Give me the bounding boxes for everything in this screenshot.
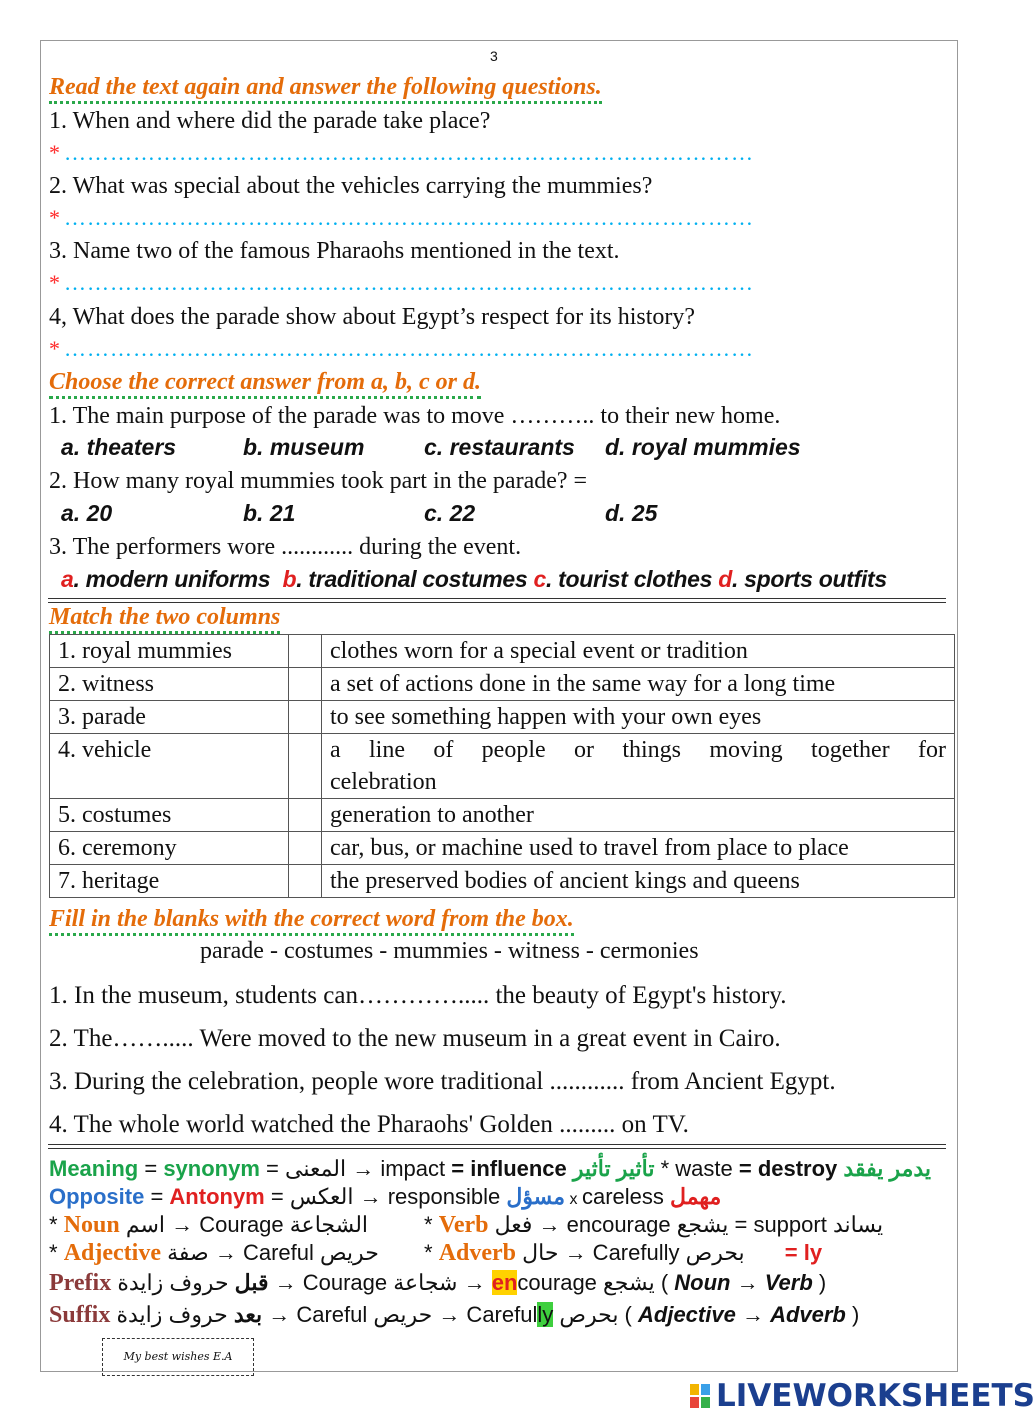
- fill-sentence-2[interactable]: 2. The……..... Were moved to the new museum in a great event in Cairo.: [49, 1025, 781, 1052]
- notes-opposite-line: Opposite = Antonym = العكس → responsible مسؤل x careless مهمل: [49, 1184, 722, 1209]
- table-row: [50, 668, 955, 701]
- table-row: [50, 734, 955, 799]
- mcq-question-2: 2. How many royal mummies took part in the parade? =: [49, 468, 588, 494]
- section2-heading: Choose the correct answer from a, b, c or d.: [49, 369, 481, 399]
- mcq1-option-d[interactable]: d. royal mummies: [605, 434, 801, 460]
- match-right: car, bus, or machine used to travel from place to place: [322, 832, 955, 865]
- fill-sentence-3[interactable]: 3. During the celebration, people wore traditional ............ from Ancient Egypt.: [49, 1068, 836, 1095]
- word-box: parade - costumes - mummies - witness - cermonies: [200, 938, 699, 964]
- answer-line-4[interactable]: * ………………………………………………………………………………: [49, 336, 754, 361]
- divider: [48, 1144, 946, 1149]
- liveworksheets-logo[interactable]: LIVEWORKSHEETS: [690, 1378, 1035, 1414]
- question-3: 3. Name two of the famous Pharaohs mentioned in the text.: [49, 238, 620, 264]
- match-answer-box[interactable]: [289, 734, 322, 799]
- section3-heading: Match the two columns: [49, 604, 280, 634]
- match-left: 4. vehicle: [50, 734, 289, 799]
- match-answer-box[interactable]: [289, 799, 322, 832]
- answer-line-1[interactable]: * ………………………………………………………………………………: [49, 140, 754, 165]
- question-4: 4, What does the parade show about Egypt’s respect for its history?: [49, 304, 696, 330]
- answer-line-2[interactable]: * ………………………………………………………………………………: [49, 205, 754, 230]
- match-left: 3. parade: [50, 701, 289, 734]
- liveworksheets-icon: [690, 1384, 712, 1410]
- match-left: 2. witness: [50, 668, 289, 701]
- mcq3-option-a[interactable]: a. modern uniforms: [61, 566, 271, 592]
- mcq1-option-b[interactable]: b. museum: [243, 434, 365, 460]
- match-left: 5. costumes: [50, 799, 289, 832]
- page-number: 3: [490, 48, 498, 64]
- notes-suffix-line: Suffix بعد حروف زايدة → Careful حريص → Carefully بحرص ( Adjective → Adverb ): [49, 1302, 860, 1328]
- notes-adjective-line: * Adjective صفة → Careful حريص: [49, 1240, 379, 1266]
- match-right: clothes worn for a special event or tradition: [322, 635, 955, 668]
- match-answer-box[interactable]: [289, 668, 322, 701]
- mcq3-option-b[interactable]: b. traditional costumes: [282, 566, 528, 592]
- mcq-question-3: 3. The performers wore ............ during the event.: [49, 534, 522, 560]
- match-right: to see something happen with your own eyes: [322, 701, 955, 734]
- match-answer-box[interactable]: [289, 865, 322, 898]
- section1-heading: Read the text again and answer the following questions.: [49, 74, 602, 104]
- match-right: a line of people or things moving together for celebration: [322, 734, 955, 799]
- fill-sentence-1[interactable]: 1. In the museum, students can…………..... the beauty of Egypt's history.: [49, 982, 787, 1009]
- match-right: a set of actions done in the same way for a long time: [322, 668, 955, 701]
- mcq3-option-c[interactable]: c. tourist clothes: [533, 566, 713, 592]
- mcq2-option-b[interactable]: b. 21: [243, 500, 296, 526]
- table-row: [50, 799, 955, 832]
- mcq2-option-c[interactable]: c. 22: [424, 500, 476, 526]
- match-right: generation to another: [322, 799, 955, 832]
- match-table: [49, 634, 955, 898]
- table-row: [50, 865, 955, 898]
- question-2: 2. What was special about the vehicles carrying the mummies?: [49, 173, 653, 199]
- notes-verb-line: * Verb فعل → encourage يشجع = support يساند: [424, 1212, 884, 1238]
- match-answer-box[interactable]: [289, 635, 322, 668]
- mcq3-options: [61, 566, 887, 593]
- notes-adverb-line: * Adverb حال → Carefully بحرص = ly: [424, 1240, 823, 1266]
- divider: [48, 598, 946, 603]
- question-1: 1. When and where did the parade take place?: [49, 108, 491, 134]
- mcq1-option-a[interactable]: a. theaters: [61, 434, 177, 460]
- table-row: [50, 832, 955, 865]
- notes-prefix-line: Prefix قبل حروف زايدة → Courage شجاعة → encourage يشجع ( Noun → Verb ): [49, 1270, 827, 1296]
- match-left: 1. royal mummies: [50, 635, 289, 668]
- mcq2-option-a[interactable]: a. 20: [61, 500, 113, 526]
- mcq3-option-d[interactable]: d. sports outfits: [718, 566, 887, 592]
- mcq-question-1: 1. The main purpose of the parade was to move ……….. to their new home.: [49, 403, 781, 429]
- table-row: [50, 701, 955, 734]
- answer-line-3[interactable]: * ………………………………………………………………………………: [49, 270, 754, 295]
- match-left: 6. ceremony: [50, 832, 289, 865]
- signature-box: My best wishes E.A: [102, 1338, 254, 1376]
- match-answer-box[interactable]: [289, 832, 322, 865]
- notes-noun-line: * Noun اسم → Courage الشجاعة: [49, 1212, 369, 1238]
- match-right: the preserved bodies of ancient kings and queens: [322, 865, 955, 898]
- fill-sentence-4[interactable]: 4. The whole world watched the Pharaohs' Golden ......... on TV.: [49, 1111, 689, 1138]
- table-row: [50, 635, 955, 668]
- mcq2-option-d[interactable]: d. 25: [605, 500, 658, 526]
- mcq1-option-c[interactable]: c. restaurants: [424, 434, 575, 460]
- section4-heading: Fill in the blanks with the correct word from the box.: [49, 906, 574, 936]
- match-answer-box[interactable]: [289, 701, 322, 734]
- notes-meaning-line: Meaning = synonym = المعنى → impact = influence تأثير تأثير * waste = destroy يدمر يفقد: [49, 1156, 932, 1181]
- match-left: 7. heritage: [50, 865, 289, 898]
